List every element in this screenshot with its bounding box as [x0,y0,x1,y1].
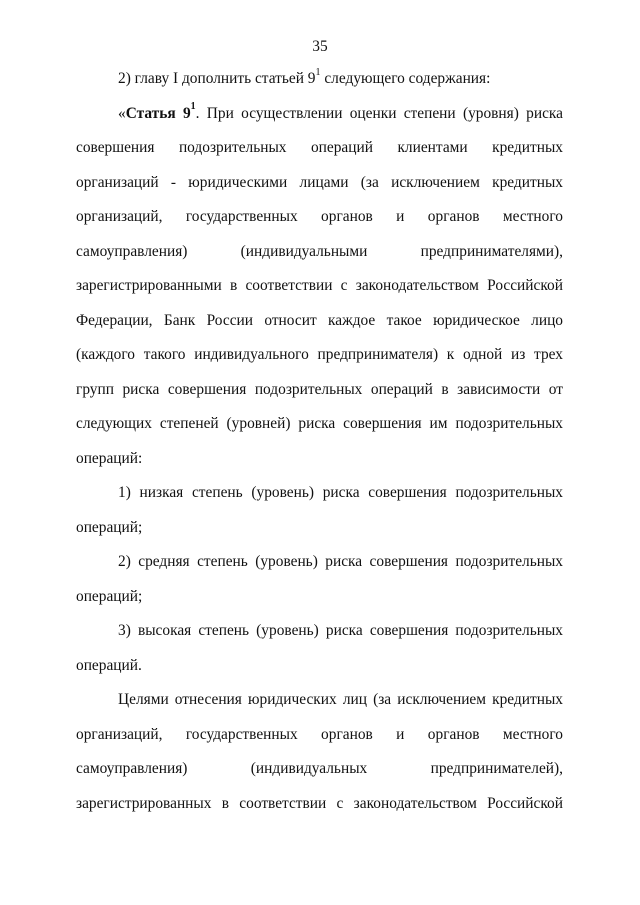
page-number: 35 [312,38,328,55]
intro-text: 2) главу I дополнить статьей 9 [118,70,316,87]
list-item-1: 1) низкая степень (уровень) риска совершения подозрительных операций; [76,484,563,536]
article-paragraph [76,97,563,477]
article-title [125,101,196,122]
document-body [76,62,563,821]
article-open-quote: « [118,104,126,122]
list-item-2: 2) средняя степень (уровень) риска совершения подозрительных операций; [76,553,563,605]
intro-suffix: следующего содержания: [320,70,491,87]
intro-paragraph [76,62,563,97]
intro-superscript: 1 [315,66,321,78]
list-item-3: 3) высокая степень (уровень) риска совершения подозрительных операций. [76,622,563,674]
article-title-text: Статья 9 [125,104,191,122]
article-title-superscript: 1 [190,101,196,113]
article-text: . При осуществлении оценки степени (уровня) риска совершения подозрительных операций клиентами кредитных организаций - юридическими лицами (за исключением кредитных организаций, государственных органов и органов местного самоуправления) (индивидуальными предпринимателями), зарегистрированными в соответствии с законодательством Российской Федерации, Банк России относит каждое такое юридическое лицо (каждого такого индивидуального предпринимателя) к одной из трех групп риска совершения подозрительных операций в зависимости от следующих степеней (уровней) риска совершения им подозрительных операций: [76,104,563,467]
closing-paragraph: Целями отнесения юридических лиц (за исключением кредитных организаций, государственных органов и органов местного самоуправления) (индивидуальных предпринимателей), зарегистрированных в соответствии с законодательством Российской [76,691,563,812]
